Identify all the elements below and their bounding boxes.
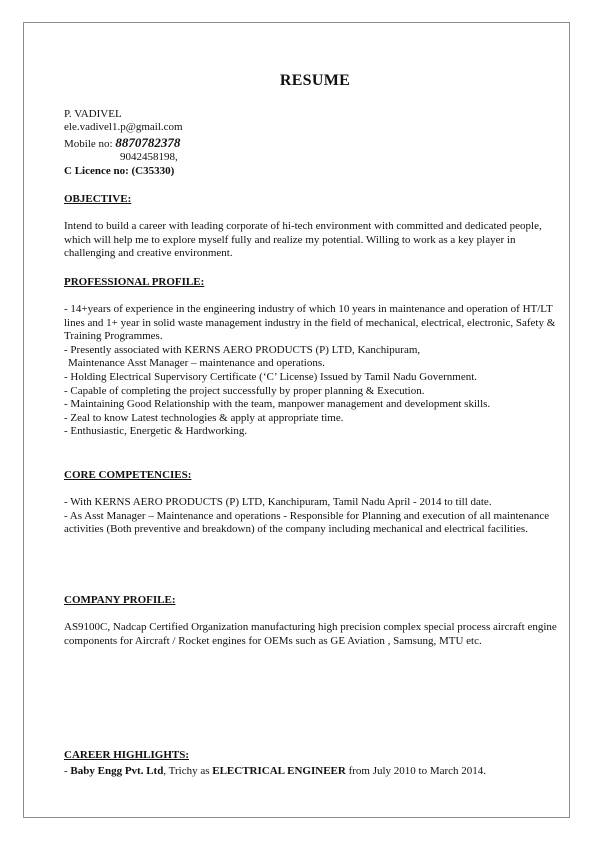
employment-period: from July 2010 to March 2014. bbox=[345, 765, 487, 777]
list-item: - Enthusiastic, Energetic & Hardworking. bbox=[64, 425, 248, 438]
objective-heading: OBJECTIVE: bbox=[64, 193, 132, 205]
document-title: RESUME bbox=[279, 72, 351, 89]
mobile-line bbox=[64, 136, 180, 152]
list-item: - Presently associated with KERNS AERO PRODUCTS (P) LTD, Kanchipuram, bbox=[64, 343, 421, 356]
professional-profile-heading: PROFESSIONAL PROFILE: bbox=[64, 276, 205, 288]
candidate-name: P. VADIVEL bbox=[64, 108, 122, 120]
list-item: - Capable of completing the project successfully by proper planning & Execution. bbox=[64, 384, 425, 397]
list-item: - With KERNS AERO PRODUCTS (P) LTD, Kanchipuram, Tamil Nadu April - 2014 to till date. bbox=[64, 496, 492, 508]
list-item: - Maintaining Good Relationship with the team, manpower management and development skills. bbox=[64, 398, 491, 411]
career-highlight-item bbox=[64, 765, 486, 779]
bullet-prefix: - bbox=[64, 765, 71, 777]
job-role: ELECTRICAL ENGINEER bbox=[212, 765, 346, 777]
list-item: - Zeal to know Latest technologies & apply at appropriate time. bbox=[64, 411, 344, 424]
mobile-primary: 8870782378 bbox=[115, 135, 181, 150]
company-profile-text: AS9100C, Nadcap Certified Organization manufacturing high precision complex special process aircraft engine components for Aircraft / Rocket engines for OEMs such as GE Aviation , Samsung, MTU etc. bbox=[64, 621, 557, 647]
list-item: - 14+years of experience in the engineering industry of which 10 years in maintenance and operation of HT/LT lines and 1+ year in solid waste management industry in the field of mechanical, electrical, electronic, Safety & Training Programmes. bbox=[64, 303, 556, 343]
company-profile-heading: COMPANY PROFILE: bbox=[64, 594, 176, 606]
licence-number: C Licence no: (C35330) bbox=[64, 165, 175, 177]
list-item: - Holding Electrical Supervisory Certificate (‘C’ License) Issued by Tamil Nadu Government. bbox=[64, 370, 478, 383]
location-text: , Trichy as bbox=[163, 765, 213, 777]
professional-profile-list bbox=[64, 303, 566, 439]
email-address: ele.vadivel1.p@gmail.com bbox=[64, 121, 183, 133]
objective-text: Intend to build a career with leading corporate of hi-tech environment with committed and dedicated people, which will help me to explore myself fully and realize my potential. Willing to work as a key player in challenging and creative environment. bbox=[64, 220, 542, 260]
career-highlights-heading: CAREER HIGHLIGHTS: bbox=[64, 749, 189, 761]
mobile-label: Mobile no: bbox=[64, 138, 116, 150]
company-name: Baby Engg Pvt. Ltd bbox=[70, 765, 164, 777]
list-item: Maintenance Asst Manager – maintenance and operations. bbox=[68, 357, 325, 370]
mobile-secondary: 9042458198, bbox=[120, 151, 178, 163]
core-competencies-list bbox=[64, 496, 564, 537]
list-item: - As Asst Manager – Maintenance and operations - Responsible for Planning and execution of all maintenance activities (Both preventive and breakdown) of the company including mechanical and electrical facilities. bbox=[64, 509, 550, 536]
core-competencies-heading: CORE COMPETENCIES: bbox=[64, 469, 192, 481]
